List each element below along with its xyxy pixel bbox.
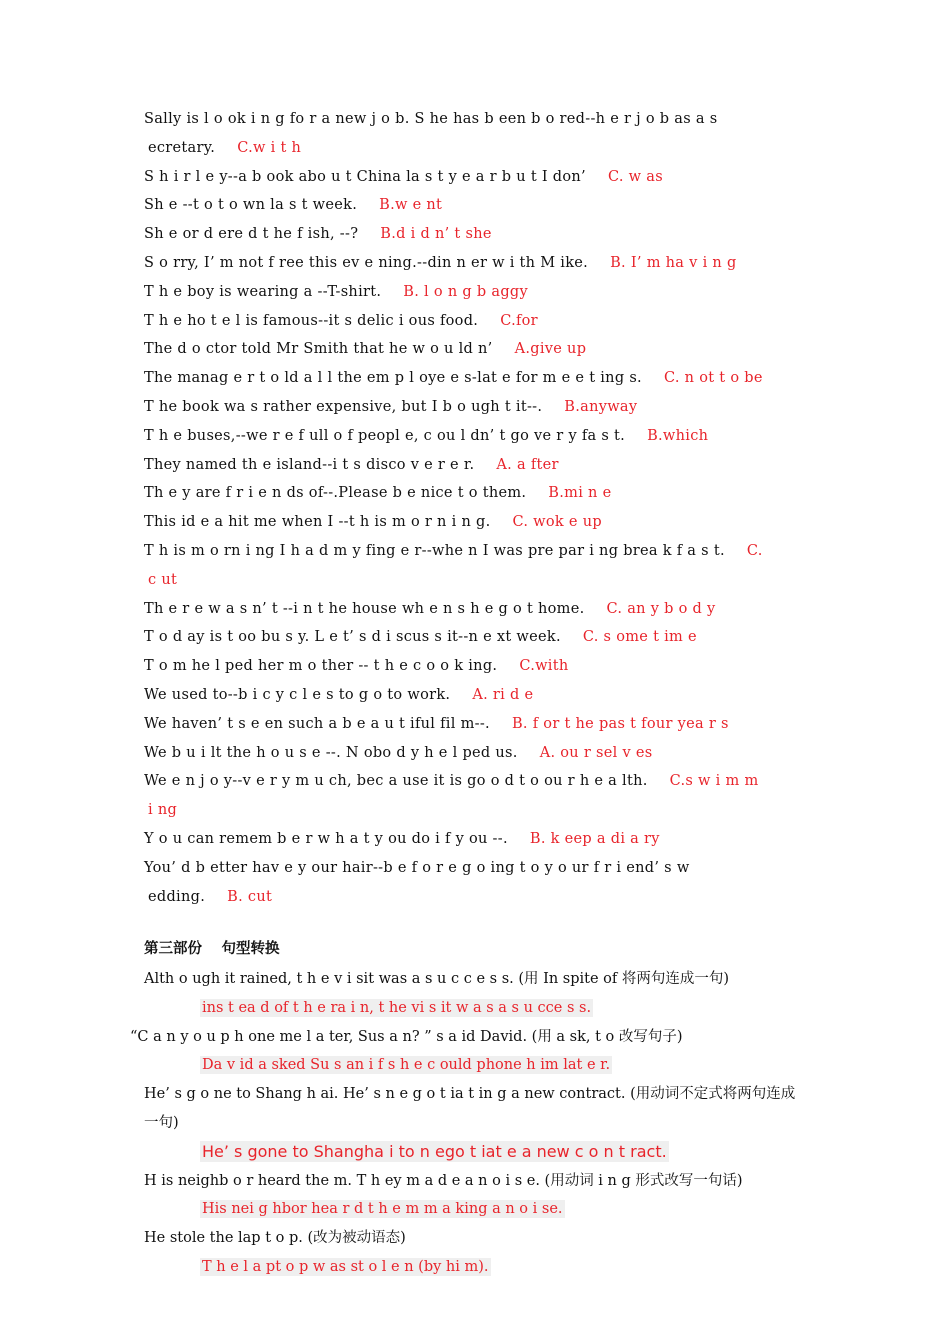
question-line: [144, 105, 874, 134]
answer-text: c ut: [148, 571, 178, 588]
question-line: [144, 393, 874, 422]
answer-text: B. l o n g b aggy: [403, 283, 528, 300]
transform-question: H is neighb o r heard the m. T h ey m a d e a n o i s e. (用动词 i n g 形式改写一句话): [144, 1172, 743, 1189]
question-line: [144, 825, 874, 854]
transform-answer-line: [200, 1051, 874, 1080]
transform-question-cont: 一句): [144, 1114, 179, 1131]
question-list: [144, 105, 874, 911]
question-line: [144, 767, 874, 796]
question-line: [144, 710, 874, 739]
transform-answer-line: [200, 1195, 874, 1224]
question-line: [144, 163, 874, 192]
question-text: Sally is l o ok i n g fo r a new j o b. S he has b een b o red--h e r j o b as a s: [144, 111, 718, 127]
transform-answer-line: [200, 1138, 874, 1167]
question-line: [144, 681, 874, 710]
question-line: [144, 623, 874, 652]
question-line: [144, 364, 874, 393]
question-line: [144, 537, 874, 566]
question-text: You’ d b etter hav e y our hair--b e f o r e g o ing t o y o ur f r i end’ s w: [144, 859, 690, 876]
section-title: 第三部份 句型转换: [144, 940, 280, 957]
answer-text: B. cut: [227, 888, 273, 905]
question-text: They named th e island--i t s disco v e r e r.: [144, 456, 475, 473]
question-text: S h i r l e y--a b ook abo u t China la s t y e a r b u t I don’: [144, 168, 586, 185]
transform-answer: ins t ea d of t h e ra i n, t he vi s it w a s a s u cce s s.: [202, 999, 592, 1016]
question-line: [144, 249, 874, 278]
question-text: We haven’ t s e en such a b e a u t iful fil m--.: [144, 715, 490, 732]
question-line: [144, 451, 874, 480]
answer-text: C.with: [519, 658, 569, 675]
question-text: T h is m o rn i ng I h a d m y fing e r--whe n I was pre par i ng brea k f a s t.: [144, 542, 725, 559]
question-text: Th e y are f r i e n ds of--.Please b e nice t o them.: [144, 485, 527, 502]
transform-answer: T h e l a pt o p w as st o l e n (by hi m).: [202, 1258, 489, 1275]
question-text: We b u i lt the h o u s e --. N obo d y h e l ped us.: [144, 744, 518, 761]
question-line: [144, 796, 874, 825]
answer-text: i ng: [148, 802, 178, 819]
question-line: [144, 508, 874, 537]
question-text: This id e a hit me when I --t h is m o r n i n g.: [144, 514, 491, 531]
question-text: T o d ay is t oo bu s y. L e t’ s d i scus s it--n e xt week.: [144, 629, 561, 646]
question-line: [144, 335, 874, 364]
answer-text: C. s ome t im e: [582, 629, 697, 646]
transform-question: “C a n y o u p h one me l a ter, Sus a n? ” s a id David. (用 a sk, t o 改写句子): [130, 1028, 683, 1045]
answer-text: B. I’ m ha v i n g: [610, 254, 737, 271]
question-text: T he book wa s rather expensive, but I b o ugh t it--.: [144, 398, 543, 415]
question-text: We used to--b i c y c l e s to g o to work.: [144, 686, 451, 703]
question-text: Sh e or d ere d t he f ish, --?: [144, 226, 359, 243]
answer-text: B.which: [647, 427, 709, 444]
question-line: [144, 191, 874, 220]
question-line: [144, 566, 874, 595]
question-line: [144, 883, 874, 912]
question-text: Sh e --t o t o wn la s t week.: [144, 197, 358, 214]
question-line: [144, 134, 874, 163]
question-line: [144, 278, 874, 307]
answer-text: B. f or t he pas t four yea r s: [511, 715, 729, 732]
transform-answer: Da v id a sked Su s an i f s h e c ould phone h im lat e r.: [202, 1057, 611, 1074]
answer-text: C. w as: [607, 168, 663, 185]
question-text: Y o u can remem b e r w h a t y ou do i f y ou --.: [144, 830, 508, 847]
question-text: The manag e r t o ld a l l the em p l oye e s-lat e for m e e t ing s.: [144, 370, 642, 387]
answer-text: B.anyway: [564, 398, 638, 415]
transform-answer: He’ s gone to Shangha i to n ego t iat e a new c o n t ract.: [202, 1141, 667, 1161]
transform-answer-line: [200, 1253, 874, 1282]
question-text: S o rry, I’ m not f ree this ev e ning.--din n er w i th M ike.: [144, 254, 589, 271]
answer-text: B. k eep a di a ry: [529, 830, 660, 847]
answer-text: A. ou r sel v es: [539, 744, 653, 761]
answer-text: A. a fter: [496, 456, 559, 473]
transform-question: He’ s g o ne to Shang h ai. He’ s n e g o t ia t in g a new contract. (用动词不定式将两句连成: [144, 1086, 796, 1103]
question-line: [144, 479, 874, 508]
transform-list: [130, 965, 874, 1282]
question-text: ecretary.: [148, 139, 216, 156]
answer-text: B.w e nt: [379, 197, 443, 214]
answer-text: C. an y b o d y: [606, 600, 716, 617]
transform-question: He stole the lap t o p. (改为被动语态): [144, 1230, 406, 1247]
question-text: T h e boy is wearing a --T-shirt.: [144, 283, 382, 300]
answer-text: C. wok e up: [512, 514, 602, 531]
answer-text: C.for: [500, 312, 538, 329]
question-line: [144, 220, 874, 249]
answer-text: A.give up: [514, 341, 587, 358]
answer-text: C.s w i m m: [669, 773, 759, 790]
transform-question: Alth o ugh it rained, t h e v i sit was a s u c c e s s. (用 In spite of 将两句连成一句): [144, 971, 730, 987]
question-text: T h e ho t e l is famous--it s delic i ous food.: [144, 312, 479, 329]
answer-text: C.: [746, 542, 763, 559]
question-line: [144, 854, 874, 883]
answer-text: C.w i t h: [237, 139, 302, 156]
answer-text: A. ri d e: [472, 686, 534, 703]
question-line: [144, 595, 874, 624]
answer-text: B.mi n e: [548, 485, 612, 502]
answer-text: B.d i d n’ t she: [380, 226, 492, 243]
question-text: The d o ctor told Mr Smith that he w o u ld n’: [144, 341, 493, 358]
question-line: [144, 652, 874, 681]
question-line: [144, 307, 874, 336]
question-text: edding.: [148, 888, 206, 905]
transform-answer: His nei g hbor hea r d t h e m m a king a n o i se.: [202, 1201, 563, 1218]
question-text: Th e r e w a s n’ t --i n t he house wh e n s h e g o t home.: [144, 600, 585, 617]
answer-text: C. n ot t o be: [663, 370, 763, 387]
question-text: T o m he l ped her m o ther -- t h e c o o k ing.: [144, 658, 498, 675]
question-line: [144, 739, 874, 768]
transform-answer-line: [200, 994, 874, 1023]
question-line: [144, 422, 874, 451]
question-text: We e n j o y--v e r y m u ch, bec a use it is go o d t o ou r h e a lth.: [144, 773, 648, 790]
question-text: T h e buses,--we r e f ull o f peopl e, c ou l dn’ t go ve r y fa s t.: [144, 427, 626, 444]
